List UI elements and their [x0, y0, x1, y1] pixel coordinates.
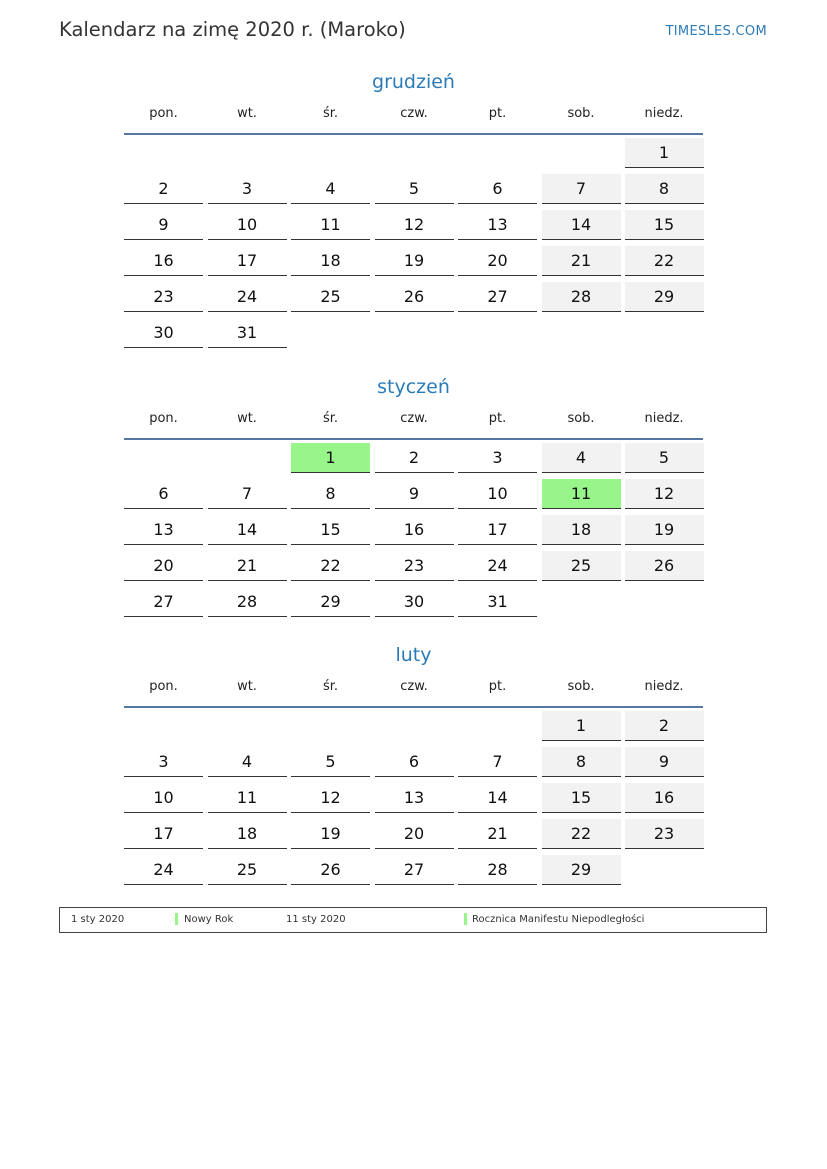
day-grid	[124, 711, 703, 891]
day-cell: 25	[208, 855, 287, 885]
day-grid	[124, 443, 703, 623]
month-block	[124, 70, 703, 354]
weekday-label: sob.	[567, 106, 595, 121]
day-cell: 3	[124, 747, 203, 777]
day-cell: 25	[291, 282, 370, 312]
day-cell: 30	[375, 587, 454, 617]
day-cell: 11	[208, 783, 287, 813]
weekday-label: pt.	[488, 679, 507, 694]
day-cell: 9	[625, 747, 704, 777]
day-cell: 16	[375, 515, 454, 545]
day-cell: 22	[291, 551, 370, 581]
weekday-label: czw.	[400, 679, 428, 694]
day-cell: 7	[542, 174, 621, 204]
day-cell: 14	[458, 783, 537, 813]
day-cell: 20	[124, 551, 203, 581]
day-cell: 22	[625, 246, 704, 276]
day-cell: 17	[208, 246, 287, 276]
day-cell: 26	[291, 855, 370, 885]
day-cell: 20	[458, 246, 537, 276]
day-cell: 9	[124, 210, 203, 240]
holiday-color-marker	[175, 913, 178, 925]
weekday-label: niedz.	[644, 679, 684, 694]
day-cell: 29	[625, 282, 704, 312]
day-cell: 16	[625, 783, 704, 813]
day-cell: 19	[291, 819, 370, 849]
weekday-label: pon.	[149, 411, 178, 426]
day-cell: 25	[542, 551, 621, 581]
day-cell: 10	[124, 783, 203, 813]
holiday-day-cell: 1	[291, 443, 370, 473]
day-cell: 10	[458, 479, 537, 509]
header-rule	[124, 133, 703, 135]
weekday-header	[124, 104, 703, 134]
day-cell: 18	[542, 515, 621, 545]
day-cell: 28	[458, 855, 537, 885]
holiday-day-cell: 11	[542, 479, 621, 509]
day-cell: 30	[124, 318, 203, 348]
month-name: grudzień	[372, 71, 455, 93]
legend-date: 1 sty 2020	[71, 914, 125, 925]
weekday-label: wt.	[237, 411, 257, 426]
month-block	[124, 375, 703, 623]
month-name: styczeń	[377, 376, 450, 398]
day-cell: 20	[375, 819, 454, 849]
day-cell: 24	[458, 551, 537, 581]
day-grid	[124, 138, 703, 354]
day-cell: 18	[291, 246, 370, 276]
day-cell: 26	[375, 282, 454, 312]
day-cell: 5	[375, 174, 454, 204]
day-cell: 15	[291, 515, 370, 545]
month-name: luty	[395, 644, 432, 666]
day-cell: 16	[124, 246, 203, 276]
weekday-label: pt.	[488, 411, 507, 426]
day-cell: 4	[291, 174, 370, 204]
day-cell: 14	[542, 210, 621, 240]
day-cell: 28	[542, 282, 621, 312]
day-cell: 13	[124, 515, 203, 545]
day-cell: 23	[375, 551, 454, 581]
weekday-label: śr.	[322, 106, 339, 121]
weekday-label: pon.	[149, 106, 178, 121]
day-cell: 4	[208, 747, 287, 777]
legend-holiday-name: Rocznica Manifestu Niepodległości	[472, 914, 645, 925]
weekday-label: śr.	[322, 679, 339, 694]
day-cell: 26	[625, 551, 704, 581]
day-cell: 17	[124, 819, 203, 849]
day-cell: 21	[542, 246, 621, 276]
day-cell: 18	[208, 819, 287, 849]
weekday-label: sob.	[567, 679, 595, 694]
day-cell: 22	[542, 819, 621, 849]
day-cell: 19	[625, 515, 704, 545]
holiday-color-marker	[464, 913, 467, 925]
day-cell: 12	[291, 783, 370, 813]
day-cell: 1	[625, 138, 704, 168]
header-rule	[124, 706, 703, 708]
day-cell: 3	[458, 443, 537, 473]
day-cell: 27	[124, 587, 203, 617]
day-cell: 6	[124, 479, 203, 509]
day-cell: 24	[208, 282, 287, 312]
day-cell: 7	[458, 747, 537, 777]
day-cell: 1	[542, 711, 621, 741]
day-cell: 3	[208, 174, 287, 204]
day-cell: 2	[625, 711, 704, 741]
day-cell: 23	[124, 282, 203, 312]
month-block	[124, 643, 703, 891]
weekday-label: czw.	[400, 106, 428, 121]
header-rule	[124, 438, 703, 440]
brand-link[interactable]: TIMESLES.COM	[665, 24, 767, 39]
legend-date: 11 sty 2020	[286, 914, 346, 925]
day-cell: 21	[208, 551, 287, 581]
day-cell: 29	[542, 855, 621, 885]
day-cell: 13	[375, 783, 454, 813]
holiday-legend	[59, 907, 767, 933]
weekday-label: niedz.	[644, 411, 684, 426]
weekday-label: niedz.	[644, 106, 684, 121]
day-cell: 27	[375, 855, 454, 885]
weekday-label: wt.	[237, 106, 257, 121]
day-cell: 6	[375, 747, 454, 777]
legend-holiday-name: Nowy Rok	[184, 914, 234, 925]
day-cell: 11	[291, 210, 370, 240]
day-cell: 24	[124, 855, 203, 885]
weekday-label: pon.	[149, 679, 178, 694]
day-cell: 19	[375, 246, 454, 276]
weekday-label: wt.	[237, 679, 257, 694]
page-title: Kalendarz na zimę 2020 r. (Maroko)	[59, 18, 406, 41]
day-cell: 10	[208, 210, 287, 240]
weekday-label: śr.	[322, 411, 339, 426]
day-cell: 31	[208, 318, 287, 348]
day-cell: 6	[458, 174, 537, 204]
day-cell: 31	[458, 587, 537, 617]
day-cell: 9	[375, 479, 454, 509]
weekday-label: czw.	[400, 411, 428, 426]
day-cell: 21	[458, 819, 537, 849]
day-cell: 28	[208, 587, 287, 617]
weekday-label: sob.	[567, 411, 595, 426]
weekday-header	[124, 409, 703, 439]
day-cell: 13	[458, 210, 537, 240]
day-cell: 8	[625, 174, 704, 204]
day-cell: 27	[458, 282, 537, 312]
day-cell: 7	[208, 479, 287, 509]
weekday-label: pt.	[488, 106, 507, 121]
day-cell: 17	[458, 515, 537, 545]
day-cell: 5	[291, 747, 370, 777]
day-cell: 8	[542, 747, 621, 777]
day-cell: 4	[542, 443, 621, 473]
day-cell: 15	[542, 783, 621, 813]
day-cell: 12	[375, 210, 454, 240]
day-cell: 8	[291, 479, 370, 509]
day-cell: 14	[208, 515, 287, 545]
day-cell: 23	[625, 819, 704, 849]
day-cell: 12	[625, 479, 704, 509]
day-cell: 29	[291, 587, 370, 617]
day-cell: 2	[124, 174, 203, 204]
weekday-header	[124, 677, 703, 707]
day-cell: 2	[375, 443, 454, 473]
day-cell: 15	[625, 210, 704, 240]
day-cell: 5	[625, 443, 704, 473]
